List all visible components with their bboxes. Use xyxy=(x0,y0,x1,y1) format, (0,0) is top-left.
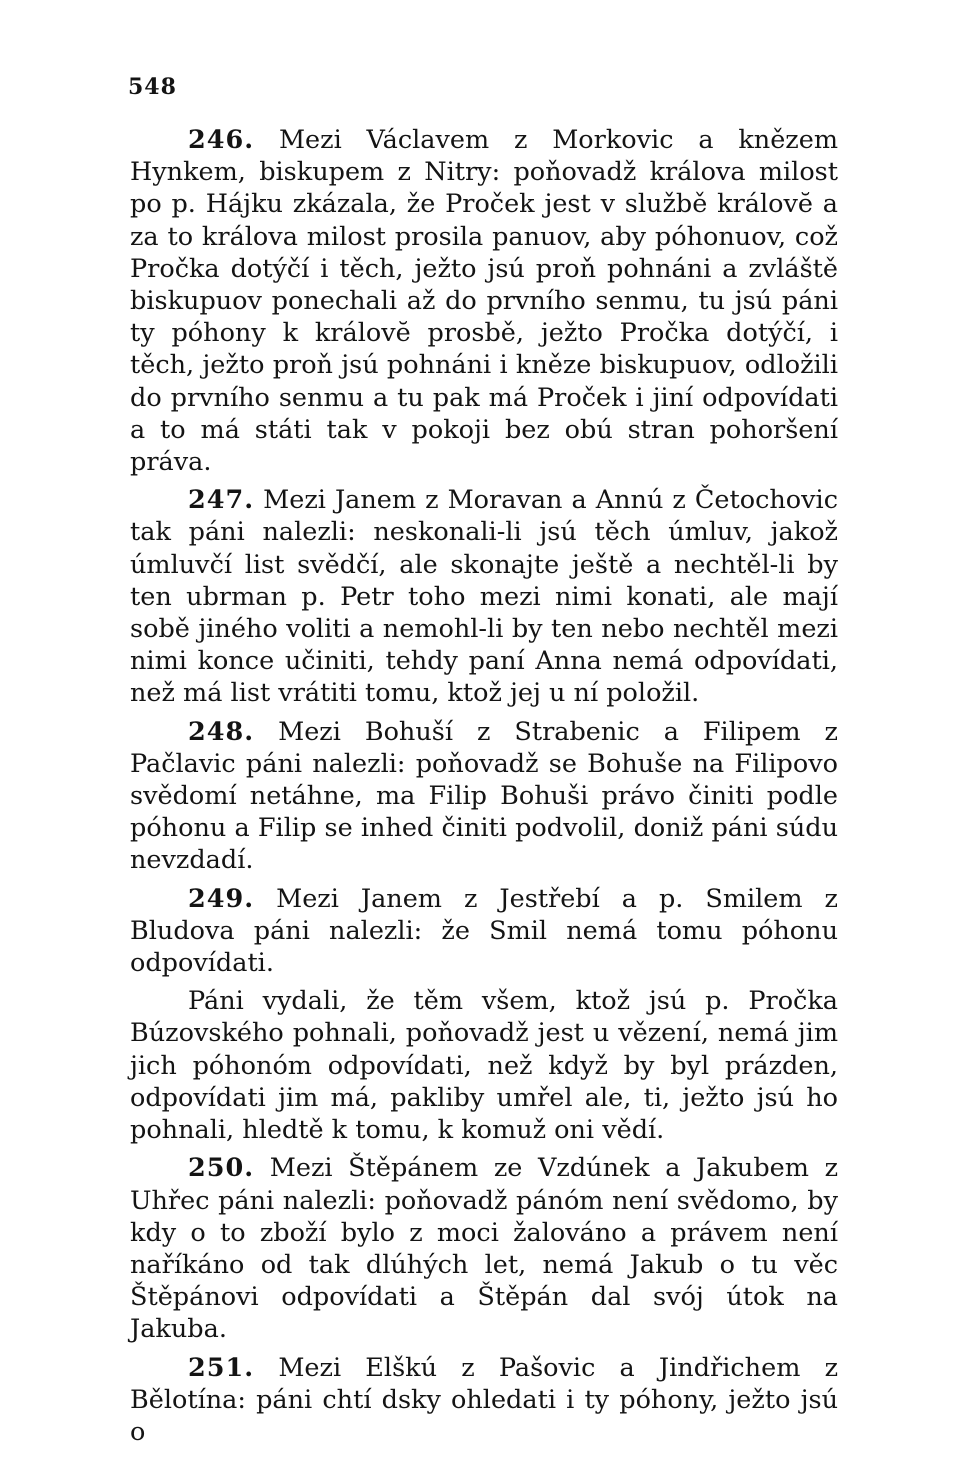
page-number: 548 xyxy=(128,74,177,100)
paragraph-unnumbered xyxy=(130,985,838,1146)
paragraph-text: Mezi Janem z Moravan a Annú z Četochovic tak páni nalezli: neskonali-li jsú těch úmluv, jakož úmluvčí list svědčí, ale skonajte ještě a nechtěl-li by ten ubrman p. Petr toho mezi nimi konati, ale mají sobě jiného voliti a nemohl-li by ten nebo nechtěl mezi nimi konce učiniti, tehdy paní Anna nemá odpovídati, než má list vrátiti tomu, ktož jej u ní položil. xyxy=(130,485,838,709)
paragraph-247 xyxy=(130,484,838,709)
paragraph-number: 248. xyxy=(188,716,255,747)
paragraph-text: Mezi Štěpánem ze Vzdúnek a Jakubem z Uhřec páni nalezli: poňovadž pánóm není svědomo, by kdy o to zboží bylo z moci žalováno a právem není naříkáno od tak dlúhých let, nemá Jakub o tu věc Štěpánovi odpovídati a Štěpán dal svój útok na Jakuba. xyxy=(130,1153,838,1345)
paragraph-text: Mezi Bohuší z Strabenic a Filipem z Pačlavic páni nalezli: poňovadž se Bohuše na Filipovo svědomí netáhne, ma Filip Bohuši právo činiti podle póhonu a Filip se inhed činiti podvolil, doniž páni súdu nevzdadí. xyxy=(130,716,838,876)
paragraph-number: 250. xyxy=(188,1153,255,1184)
body-text xyxy=(130,124,838,1454)
paragraph-text: Mezi Václavem z Morkovic a knězem Hynkem, biskupem z Nitry: poňovadž králova milost po p. Hájku zkázala, že Proček jest v službě královĕ a za to králova milost prosila panuov, aby póhonuov, což Pročka dotýčí i těch, ježto jsú proň pohnáni a zvláště biskupuov ponechali až do prvního senmu, tu jsú páni ty póhony k královĕ prosbě, ježto Pročka dotýčí, i těch, ježto proň jsú pohnáni i kněze biskupuov, odložili do prvního senmu a tu pak má Proček i jiní odpovídati a to má státi tak v pokoji bez obú stran pohoršení práva. xyxy=(130,125,839,478)
paragraph-text: Páni vydali, že těm všem, ktož jsú p. Pročka Búzovského pohnali, poňovadž jest u vězení, nemá jim jich póhonóm odpovídati, než když by byl prázden, odpovídati jim má, pakliby umřel ale, ti, ježto jsú ho pohnali, hledtě k tomu, k komuž oni vědí. xyxy=(130,986,838,1146)
paragraph-246 xyxy=(130,124,838,478)
paragraph-number: 246. xyxy=(188,125,255,155)
paragraph-249 xyxy=(130,883,838,980)
paragraph-text: Mezi Janem z Jestřebí a p. Smilem z Bludova páni nalezli: že Smil nemá tomu póhonu odpovídati. xyxy=(130,883,838,979)
paragraph-text: Mezi Elškú z Pašovic a Jindřichem z Bělotína: páni chtí dsky ohledati i ty póhony, ježto jsú o xyxy=(130,1352,839,1447)
paragraph-number: 247. xyxy=(188,485,255,516)
paragraph-251 xyxy=(130,1352,838,1449)
paragraph-number: 249. xyxy=(188,883,255,914)
paragraph-250 xyxy=(130,1152,838,1345)
paragraph-number: 251. xyxy=(188,1352,255,1383)
paragraph-248 xyxy=(130,716,838,877)
